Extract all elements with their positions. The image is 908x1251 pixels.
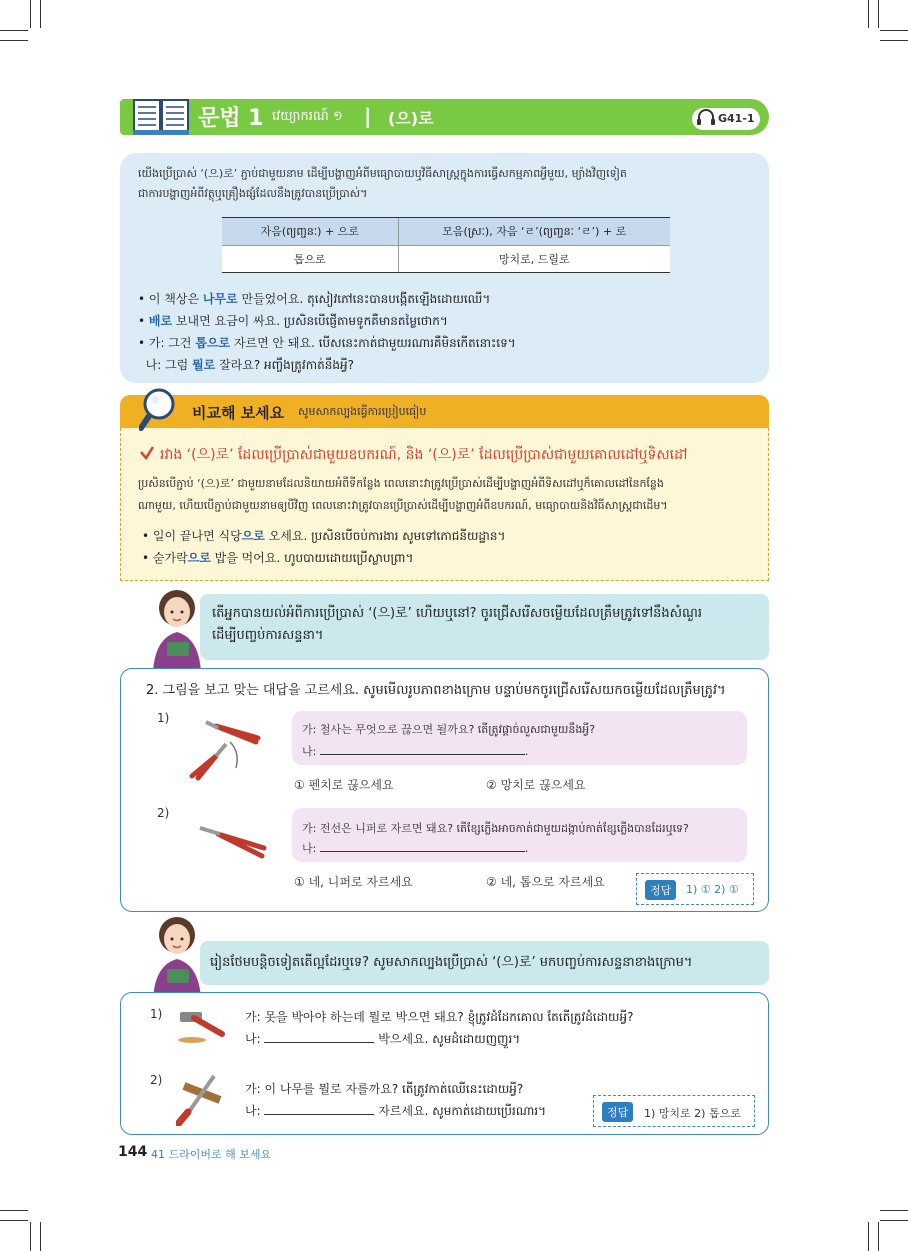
answer-blank[interactable] [264,1031,374,1043]
question-banner-line-1: តើអ្នកបានយល់អំពីការប្រើប្រាស់ ‘(으)로’ ហើយឬនៅ? ចូរជ្រើសរើសចម្លើយដែលត្រឹមត្រូវទៅនឹងសំណួរ [212,606,703,621]
table-cell-vowel: 망치로, 드릴로 [398,246,670,273]
exercise-title: 2. 그림을 보고 맞는 대답을 고르세요. សូមមើលរូបភាពខាងក្រោម បន្ទាប់មកចូរជ្រើសរើសយកចម្លើយដែលត្រឹមត្រូវ។ [146,683,726,698]
grammar-title: 문법 1 [198,106,264,131]
answer-blank[interactable] [320,743,525,755]
dialogue-question: 가: 못을 박아야 하는데 뭘로 박으면 돼요? ខ្ញុំត្រូវដំដែកគោល តែតើត្រូវដំដោយអ្វី? [245,1010,634,1024]
item-number: 1) [157,711,170,725]
headphones-icon [696,109,716,125]
teacher-illustration [145,913,209,999]
chapter-title: 41 드라이버로 해 보세요 [151,1148,272,1161]
checkmark-icon [140,446,154,460]
compare-line-2: ណាមួយ, ហើយបើភ្ជាប់ជាមួយនាមឲ្យបីវិញ ពេលនោះវាត្រូវបានប្រើប្រាស់ដើម្បីបង្ហាញអំពីឧបករណ៍, មធ្យោបាយនិងវិធីសាស្ត្រជាដើម។ [138,499,668,512]
magnifier-icon [139,386,185,432]
answer-blank[interactable] [320,840,525,852]
option-2[interactable]: ② 망치로 끊으세요 [486,778,586,792]
audio-track-code: G41-1 [718,112,755,125]
practice-banner-text: រៀនថែមបន្តិចទៀតតើល្អដែរឬទេ? សូមសាកល្បងប្រើប្រាស់ ‘(으)로’ មកបញ្ចប់ការសន្ទនាខាងក្រោម។ [210,955,693,970]
dialogue-answer-line: 나: . [302,745,529,758]
compare-subtitle: សូមសាកល្បងធ្វើការប្រៀបធៀប [298,405,427,418]
answer-key-value: 1) ① 2) ① [686,883,739,896]
table-cell-consonant: 톱으로 [222,246,398,273]
compare-line-1: ប្រសិនបើភ្ជាប់ ‘(으)로’ ជាមួយនាមដែលនិយាយអំពីទីកន្លែង ពេលនោះវាត្រូវប្រើប្រាស់ដើម្បីបង្ហាញអំពីទិសដៅឬក៏គោលដៅនៃកន្លែង [138,477,664,490]
header-separator: | [364,104,372,128]
grammar-particle: (으)로 [388,109,434,128]
dialogue-answer-line: 나: 자르세요. សូមកាត់ដោយប្រើរណារ។ [245,1104,547,1118]
explanation-line-1: យើងប្រើប្រាស់ ‘(으)로’ ភ្ជាប់ជាមួយនាម ដើម្បីបង្ហាញអំពីមធ្យោបាយឬវិធីសាស្ត្រក្នុងការធ្វើសកម្មភាពអ្វីមួយ, ម្យ៉ាងវិញទៀត [138,167,627,180]
item-number: 2) [150,1073,163,1087]
example-sentence: • 가: 그건 톱으로 자르면 안 돼요. បើសនេះកាត់ជាមួយរណារគឺមិនកើតនោះទេ។ [138,336,516,350]
compare-heading: រវាង ‘(으)로’ ដែលប្រើប្រាស់ជាមួយឧបករណ៍, និង ‘(으)로’ ដែលប្រើប្រាស់ជាមួយគោលដៅឬទិសដៅ [160,447,688,463]
answer-key-label: 정답 [602,1102,633,1122]
example-sentence: • 이 책상은 나무로 만들었어요. តុសៀវភៅនេះបានបង្កើតឡើងដោយឈើ។ [138,292,491,306]
item-number: 1) [150,1007,163,1021]
answer-key-value: 1) 망치로 2) 톱으로 [644,1107,741,1120]
wire-cutter-icon [196,822,268,862]
teacher-illustration [145,586,209,672]
saw-icon [176,1070,228,1126]
option-2[interactable]: ② 네, 톱으로 자르세요 [486,875,605,889]
grammar-subtitle: វេយ្យាករណ៍ ១ [272,109,343,124]
compare-example: • 숟가락으로 밥을 먹어요. ហូបបាយដោយប្រើស្លាបព្រា។ [142,551,414,565]
table-header-vowel: 모음(ស្រៈ), 자음 ‘ㄹ’(ព្យញ្ជនៈ ‘ㄹ’) + 로 [398,218,670,246]
option-1[interactable]: ① 펜치로 끊으세요 [294,778,394,792]
item-number: 2) [157,806,170,820]
example-sentence: 나: 그럼 뭘로 잘라요? អញ្ចឹងត្រូវកាត់នឹងអ្វី? [138,358,354,372]
dialogue-answer-line: 나: . [302,842,529,855]
dialogue-answer-line: 나: 박으세요. សូមដំដោយញញួរ។ [245,1032,521,1046]
hammer-icon [176,1008,228,1044]
table-header-consonant: 자음(ព្យញ្ជនៈ) + 으로 [222,218,398,246]
explanation-line-2: ជាការបង្ហាញអំពីវត្ថុឬគ្រឿងផ្សំដែលនឹងត្រូវបានប្រើប្រាស់។ [138,187,368,200]
dialogue-question: 가: 이 나무를 뭘로 자를까요? តើត្រូវកាត់ឈើនេះដោយអ្វី? [245,1082,524,1096]
question-banner-line-2: ដើម្បីបញ្ចប់ការសន្ទនា។ [212,628,324,643]
answer-blank[interactable] [264,1103,374,1115]
dialogue-question: 가: 전선은 니퍼로 자르면 돼요? តើខ្សែភ្លើងអាចកាត់ជាមួយដង្កាប់កាត់ខ្សែភ្លើងបានដែរឬទេ? [302,822,689,835]
example-sentence: • 배로 보내면 요금이 싸요. ប្រសិនបើផ្ញើតាមទូកគឺមានតម្លៃថោក។ [138,314,448,328]
conjugation-table [222,217,670,273]
answer-key-label: 정답 [645,880,676,900]
dialogue-question: 가: 철사는 무엇으로 끊으면 될까요? តើត្រូវផ្តាច់លួសជាមួយនឹងអ្វី? [302,723,596,736]
compare-example: • 일이 끝나면 식당으로 오세요. ប្រសិនបើចប់ការងារ សូមទៅភោជនីយដ្ឋាន។ [142,529,506,543]
open-book-icon [132,94,190,136]
compare-title: 비교해 보세요 [192,404,285,422]
pliers-icon [186,712,268,782]
page-number: 144 [118,1144,148,1160]
option-1[interactable]: ① 네, 니퍼로 자르세요 [294,875,413,889]
